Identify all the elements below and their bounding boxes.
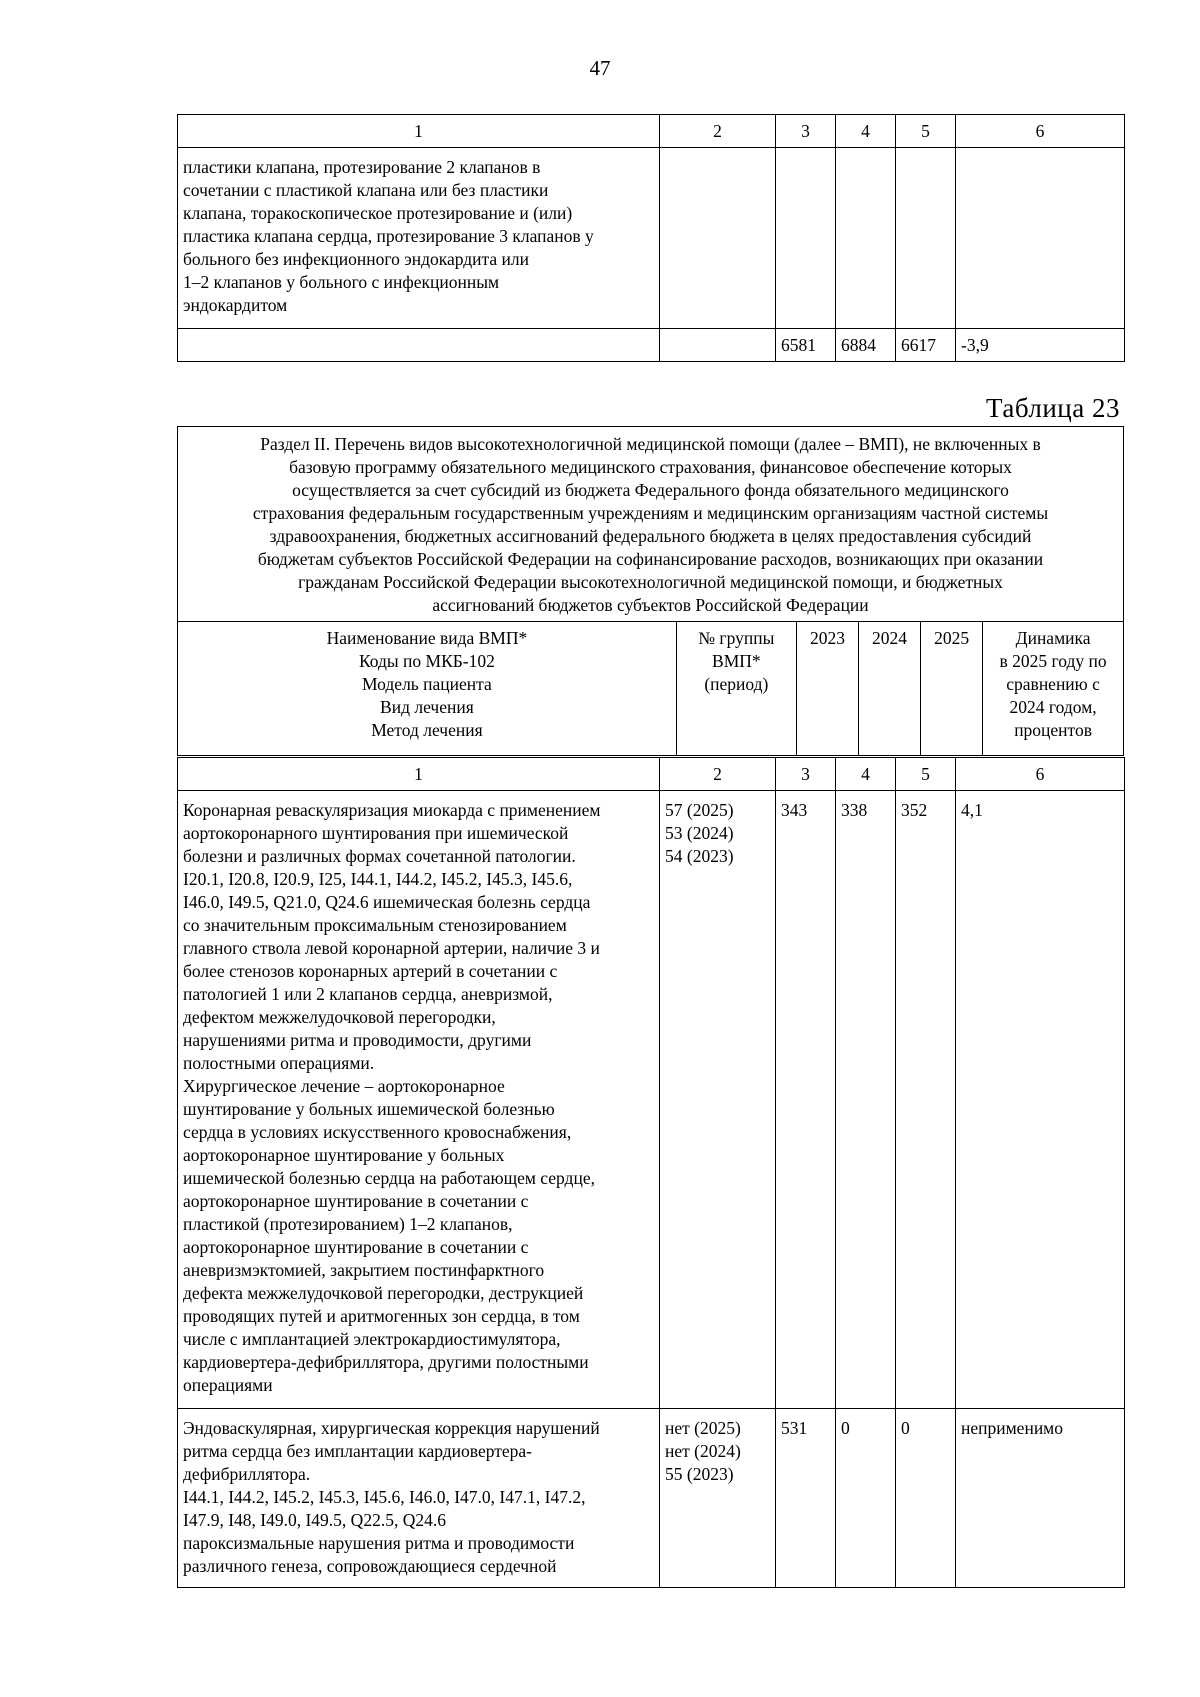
header-name: Наименование вида ВМП* Коды по МКБ-102 Модель пациента Вид лечения Метод лечения (178, 622, 677, 756)
value-2024: 338 (836, 791, 896, 1409)
vmp-group-cell: 57 (2025) 53 (2024) 54 (2023) (660, 791, 776, 1409)
vmp-name-cell: Коронарная реваскуляризация миокарда с применением аортокоронарного шунтирования при ишемической болезни и различных формах сочетанной патологии. I20.1, I20.8, I20.9, I25, I44.1, I44.2, I45.2, I45.3, I45.6, I46.0, I49.5, Q21.0, Q24.6 ишемическая болезнь сердца со значительным проксимальным стенозированием главного ствола левой коронарной артерии, наличие 3 и более стенозов коронарных артерий в сочетании с патологией 1 или 2 клапанов сердца, аневризмой, дефектом межжелудочковой перегородки, нарушениями ритма и проводимости, другими полостными операциями. Хирургическое лечение – аортокоронарное шунтирование у больных ишемической болезнью сердца в условиях искусственного кровоснабжения, аортокоронарное шунтирование у больных ишемической болезнью сердца на работающем сердце, аортокоронарное шунтирование в сочетании с пластикой (протезированием) 1–2 клапанов, аортокоронарное шунтирование в сочетании с аневризмэктомией, закрытием постинфарктного дефекта межжелудочковой перегородки, деструкцией проводящих путей и аритмогенных зон сердца, в том числе с имплантацией электрокардиостимулятора, кардиовертера-дефибриллятора, другими полостными операциями (178, 791, 660, 1409)
column-number: 5 (896, 115, 956, 148)
column-number: 6 (956, 758, 1125, 791)
section-title: Раздел II. Перечень видов высокотехнологичной медицинской помощи (далее – ВМП), не включенных в базовую программу обязательного медицинского страхования, финансовое обеспечение которых осуществляется за счет субсидий из бюджета Федерального фонда обязательного медицинского страхования федеральным государственным учреждениям и медицинским организациям частной системы здравоохранения, бюджетных ассигнований федерального бюджета в целях предоставления субсидий бюджетам субъектов Российской Федерации на софинансирование расходов, возникающих при оказании гражданам Российской Федерации высокотехнологичной медицинской помощи, и бюджетных ассигнований бюджетов субъектов Российской Федерации (178, 427, 1124, 622)
page-number: 47 (589, 56, 611, 80)
total-dynamics: -3,9 (956, 329, 1125, 362)
dynamics-cell: неприменимо (956, 1409, 1125, 1588)
column-number: 6 (956, 115, 1125, 148)
continued-table (177, 114, 1125, 362)
header-2024: 2024 (858, 622, 920, 756)
value-2024: 0 (836, 1409, 896, 1588)
column-number: 5 (896, 758, 956, 791)
table-23-header (177, 426, 1124, 756)
column-number: 4 (836, 758, 896, 791)
header-2025: 2025 (921, 622, 983, 756)
value-2023: 343 (776, 791, 836, 1409)
empty-cell (836, 148, 896, 329)
total-row (178, 329, 1125, 362)
header-group: № группы ВМП* (период) (676, 622, 796, 756)
column-number: 2 (660, 758, 776, 791)
table-row (178, 148, 1125, 329)
header-2023: 2023 (796, 622, 858, 756)
column-number: 1 (178, 115, 660, 148)
column-number: 1 (178, 758, 660, 791)
empty-cell (956, 148, 1125, 329)
value-2025: 352 (896, 791, 956, 1409)
vmp-name-cell: Эндоваскулярная, хирургическая коррекция нарушений ритма сердца без имплантации кардиовертера- дефибриллятора. I44.1, I44.2, I45.2, I45.3, I45.6, I46.0, I47.0, I47.1, I47.2, I47.9, I48, I49.0, I49.5, Q22.5, Q24.6 пароксизмальные нарушения ритма и проводимости различного генеза, сопровождающиеся сердечной (178, 1409, 660, 1588)
empty-cell (660, 148, 776, 329)
column-number-row (178, 115, 1125, 148)
total-2023: 6581 (776, 329, 836, 362)
table-23-body (177, 757, 1125, 1588)
header-row (178, 622, 1124, 756)
dynamics-cell: 4,1 (956, 791, 1125, 1409)
table-row (178, 791, 1125, 1409)
table-label: Таблица 23 (986, 393, 1120, 423)
value-2025: 0 (896, 1409, 956, 1588)
section-title-row (178, 427, 1124, 622)
vmp-group-cell: нет (2025) нет (2024) 55 (2023) (660, 1409, 776, 1588)
total-2025: 6617 (896, 329, 956, 362)
total-label-cell (178, 329, 660, 362)
empty-cell (776, 148, 836, 329)
column-number: 2 (660, 115, 776, 148)
column-number: 4 (836, 115, 896, 148)
column-number-row (178, 758, 1125, 791)
total-group-cell (660, 329, 776, 362)
treatment-method-text: пластики клапана, протезирование 2 клапанов в сочетании с пластикой клапана или без пластики клапана, торакоскопическое протезирование и (или) пластика клапана сердца, протезирование 3 клапанов у больного без инфекционного эндокардита или 1–2 клапанов у больного с инфекционным эндокардитом (178, 148, 660, 329)
empty-cell (896, 148, 956, 329)
column-number: 3 (776, 758, 836, 791)
table-row (178, 1409, 1125, 1588)
header-dynamics: Динамика в 2025 году по сравнению с 2024 годом, процентов (983, 622, 1124, 756)
total-2024: 6884 (836, 329, 896, 362)
value-2023: 531 (776, 1409, 836, 1588)
column-number: 3 (776, 115, 836, 148)
